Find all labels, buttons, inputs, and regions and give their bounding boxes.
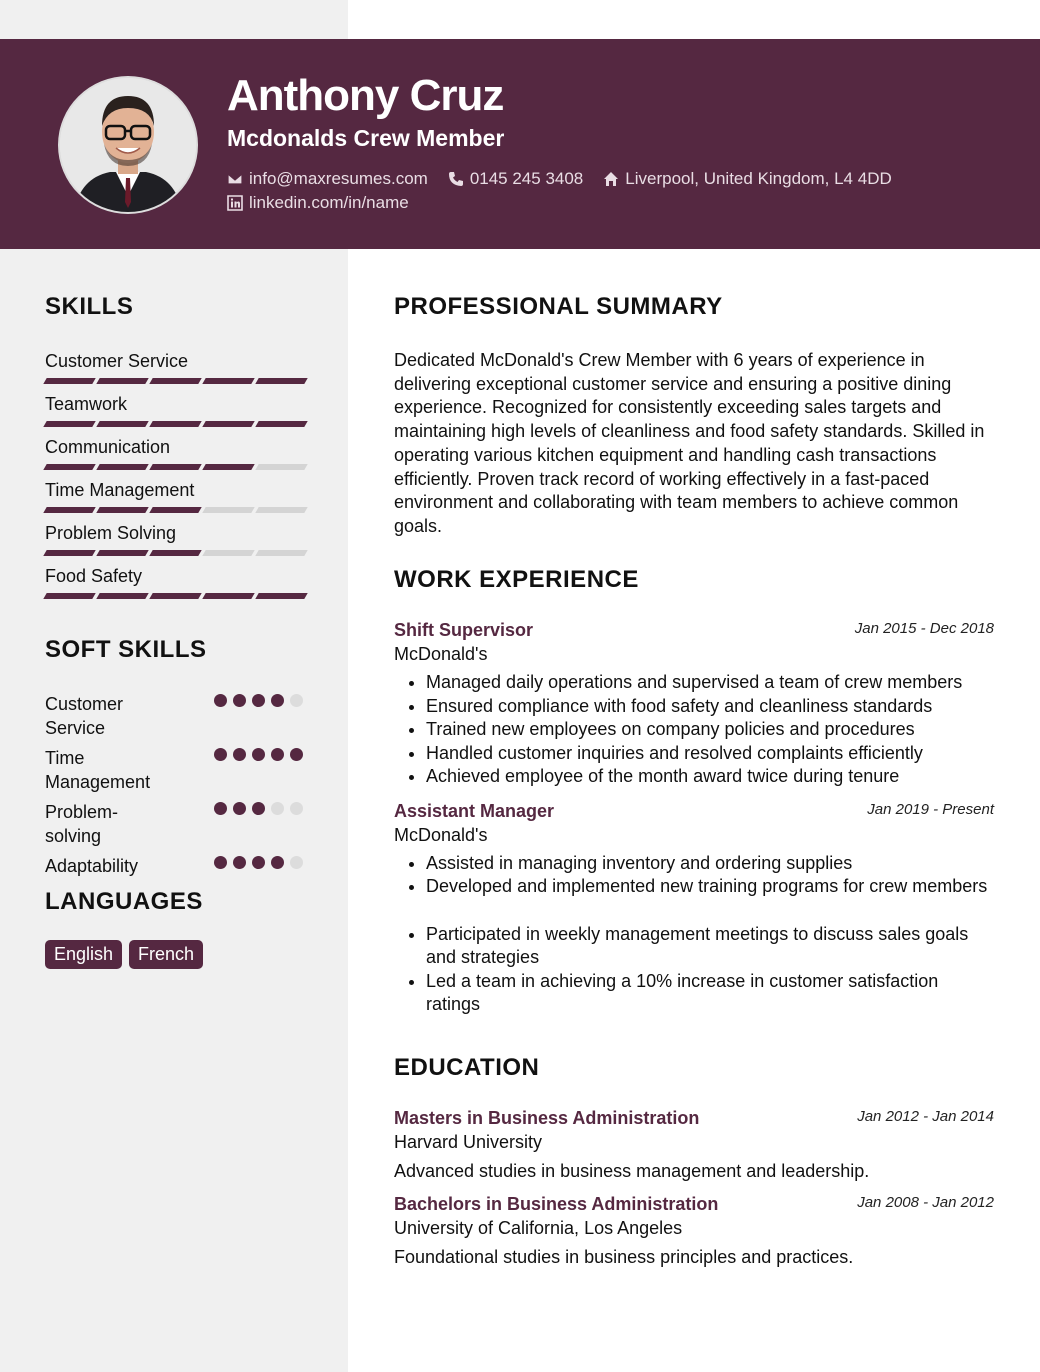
rating-dot: [290, 802, 303, 815]
soft-skill-rating: [214, 802, 303, 815]
education-entry: [394, 1108, 994, 1182]
skill-level-segment: [202, 550, 254, 556]
skill-level-segment: [96, 593, 148, 599]
rating-dot: [271, 694, 284, 707]
soft-skill-item: [45, 800, 303, 848]
soft-skills-section: [45, 636, 303, 878]
soft-skill-name: Problem-solving: [45, 802, 119, 846]
skill-level-segment: [96, 507, 148, 513]
phone-icon: [448, 171, 464, 187]
skill-level-segment: [149, 550, 201, 556]
languages-section: [45, 888, 303, 969]
skill-level-segment: [149, 378, 201, 384]
skills-list: [45, 351, 303, 609]
skill-level-segment: [149, 464, 201, 470]
rating-dot: [290, 856, 303, 869]
skill-level-segment: [96, 464, 148, 470]
phone-contact[interactable]: [448, 169, 583, 189]
school-name: Harvard University: [394, 1132, 543, 1152]
skill-level-segment: [255, 378, 307, 384]
rating-dot: [252, 802, 265, 815]
rating-dot: [290, 694, 303, 707]
education-date: Jan 2008 - Jan 2012: [857, 1194, 994, 1211]
duty-item: • Managed daily operations and supervised a team of crew members: [426, 671, 994, 695]
location-contact: [603, 169, 891, 189]
school-name: University of California, Los Angeles: [394, 1218, 683, 1238]
skill-name: Time Management: [45, 480, 195, 500]
education-section: [394, 1054, 994, 1268]
rating-dot: [252, 748, 265, 761]
email-contact[interactable]: [227, 169, 428, 189]
summary-section: [394, 293, 994, 539]
skill-level-bar: [45, 507, 306, 513]
company-name: McDonald's: [394, 824, 488, 845]
rating-dot: [233, 748, 246, 761]
duty-item: • Ensured compliance with food safety and cleanliness standards: [426, 695, 994, 719]
education-description: Foundational studies in business principles and practices.: [394, 1247, 854, 1267]
skill-name: Food Safety: [45, 566, 143, 586]
skill-level-segment: [202, 464, 254, 470]
education-date: Jan 2012 - Jan 2014: [857, 1108, 994, 1125]
rating-dot: [233, 694, 246, 707]
skill-level-segment: [255, 507, 307, 513]
skill-level-segment: [202, 421, 254, 427]
skill-level-segment: [255, 464, 307, 470]
skills-heading: SKILLS: [45, 293, 134, 320]
skill-level-bar: [45, 421, 306, 427]
jobs-list: [394, 620, 994, 1017]
duty-item: • Achieved employee of the month award twice during tenure: [426, 765, 994, 789]
linkedin-text: linkedin.com/in/name: [249, 193, 409, 212]
soft-skill-name: Customer Service: [45, 694, 124, 738]
experience-heading: WORK EXPERIENCE: [394, 566, 639, 593]
skill-level-segment: [149, 593, 201, 599]
rating-dot: [214, 748, 227, 761]
skill-level-segment: [43, 550, 95, 556]
rating-dot: [214, 802, 227, 815]
rating-dot: [252, 856, 265, 869]
skill-item: [45, 523, 303, 566]
rating-dot: [233, 856, 246, 869]
soft-skill-item: [45, 692, 303, 740]
location-text: Liverpool, United Kingdom, L4 4DD: [625, 169, 892, 188]
education-heading: EDUCATION: [394, 1054, 540, 1081]
candidate-name: Anthony Cruz: [227, 71, 504, 120]
job-date: Jan 2015 - Dec 2018: [854, 620, 994, 637]
envelope-icon: [227, 171, 243, 187]
rating-dot: [252, 694, 265, 707]
soft-skills-heading: SOFT SKILLS: [45, 636, 207, 663]
skill-level-segment: [43, 464, 95, 470]
avatar: [58, 76, 198, 214]
skill-item: [45, 480, 303, 523]
experience-section: [394, 566, 994, 1017]
soft-skill-rating: [214, 856, 303, 869]
soft-skill-item: [45, 854, 303, 878]
soft-skill-item: [45, 746, 303, 794]
skill-name: Problem Solving: [45, 523, 177, 543]
education-entry: [394, 1194, 994, 1268]
soft-skills-list: [45, 692, 303, 878]
job-entry: [394, 620, 994, 789]
skill-level-bar: [45, 550, 306, 556]
skill-level-segment: [96, 550, 148, 556]
skill-name: Teamwork: [45, 394, 128, 414]
skill-item: [45, 566, 303, 609]
rating-dot: [214, 694, 227, 707]
skill-level-segment: [202, 378, 254, 384]
skill-level-bar: [45, 593, 306, 599]
job-title: Mcdonalds Crew Member: [227, 125, 505, 151]
degree-name: Bachelors in Business Administration: [394, 1194, 719, 1214]
skill-name: Communication: [45, 437, 171, 457]
rating-dot: [271, 802, 284, 815]
linkedin-contact[interactable]: [227, 193, 409, 213]
skills-section: [45, 293, 303, 609]
rating-dot: [290, 748, 303, 761]
company-name: McDonald's: [394, 644, 488, 664]
soft-skill-rating: [214, 748, 303, 761]
degree-name: Masters in Business Administration: [394, 1108, 700, 1128]
email-text: info@maxresumes.com: [249, 169, 428, 188]
language-badge: English: [45, 940, 122, 969]
job-position: Assistant Manager: [394, 800, 555, 821]
duty-item: • Trained new employees on company policies and procedures: [426, 718, 994, 742]
skill-level-segment: [43, 421, 95, 427]
duty-list: [394, 852, 994, 1017]
skill-level-segment: [43, 593, 95, 599]
summary-text: Dedicated McDonald's Crew Member with 6 years of experience in delivering exceptional customer service and ensuring a positive dining experience. Recognized for consistently exceeding sales targets and maintaining high levels of cleanliness and food safety standards. Skilled in operating various kitchen equipment and handling cash transactions efficiently. Proven track record of working effectively in a fast-paced environment and collaborating with team members to achieve common goals.: [394, 350, 985, 536]
language-badge: French: [129, 940, 203, 969]
skill-level-segment: [149, 421, 201, 427]
rating-dot: [271, 748, 284, 761]
languages-list: [45, 940, 303, 969]
rating-dot: [214, 856, 227, 869]
duty-list: [394, 671, 994, 789]
skill-level-segment: [149, 507, 201, 513]
skill-item: [45, 437, 303, 480]
skill-level-bar: [45, 464, 306, 470]
skill-level-segment: [255, 593, 307, 599]
duty-item: • Assisted in managing inventory and ordering supplies: [426, 852, 994, 876]
skill-level-segment: [202, 507, 254, 513]
summary-heading: PROFESSIONAL SUMMARY: [394, 293, 723, 320]
rating-dot: [233, 802, 246, 815]
home-icon: [603, 171, 619, 187]
resume-header: [0, 39, 1040, 249]
skill-level-segment: [96, 378, 148, 384]
profile-photo: [60, 78, 196, 212]
duty-item: • Led a team in achieving a 10% increase in customer satisfaction ratings: [426, 970, 994, 1017]
skill-level-bar: [45, 378, 306, 384]
job-date: Jan 2019 - Present: [867, 800, 994, 818]
skill-level-segment: [202, 593, 254, 599]
soft-skill-name: Time Management: [45, 748, 151, 792]
contact-info: [227, 167, 892, 215]
skill-level-segment: [43, 378, 95, 384]
skill-level-segment: [43, 507, 95, 513]
skill-level-segment: [255, 550, 307, 556]
skill-level-segment: [255, 421, 307, 427]
job-entry: [394, 801, 994, 1017]
education-list: [394, 1108, 994, 1268]
duty-item: • Developed and implemented new training programs for crew members: [426, 875, 994, 899]
education-description: Advanced studies in business management and leadership.: [394, 1161, 870, 1181]
languages-heading: LANGUAGES: [45, 888, 203, 915]
skill-item: [45, 394, 303, 437]
phone-text: 0145 245 3408: [469, 169, 584, 188]
soft-skill-rating: [214, 694, 303, 707]
duty-item: • Participated in weekly management meetings to discuss sales goals and strategies: [426, 923, 994, 970]
skill-level-segment: [96, 421, 148, 427]
duty-item: • Handled customer inquiries and resolved complaints efficiently: [426, 742, 994, 766]
job-position: Shift Supervisor: [394, 620, 534, 640]
skill-item: [45, 351, 303, 394]
linkedin-icon: [227, 195, 243, 211]
soft-skill-name: Adaptability: [45, 856, 139, 876]
skill-name: Customer Service: [45, 351, 189, 371]
rating-dot: [271, 856, 284, 869]
